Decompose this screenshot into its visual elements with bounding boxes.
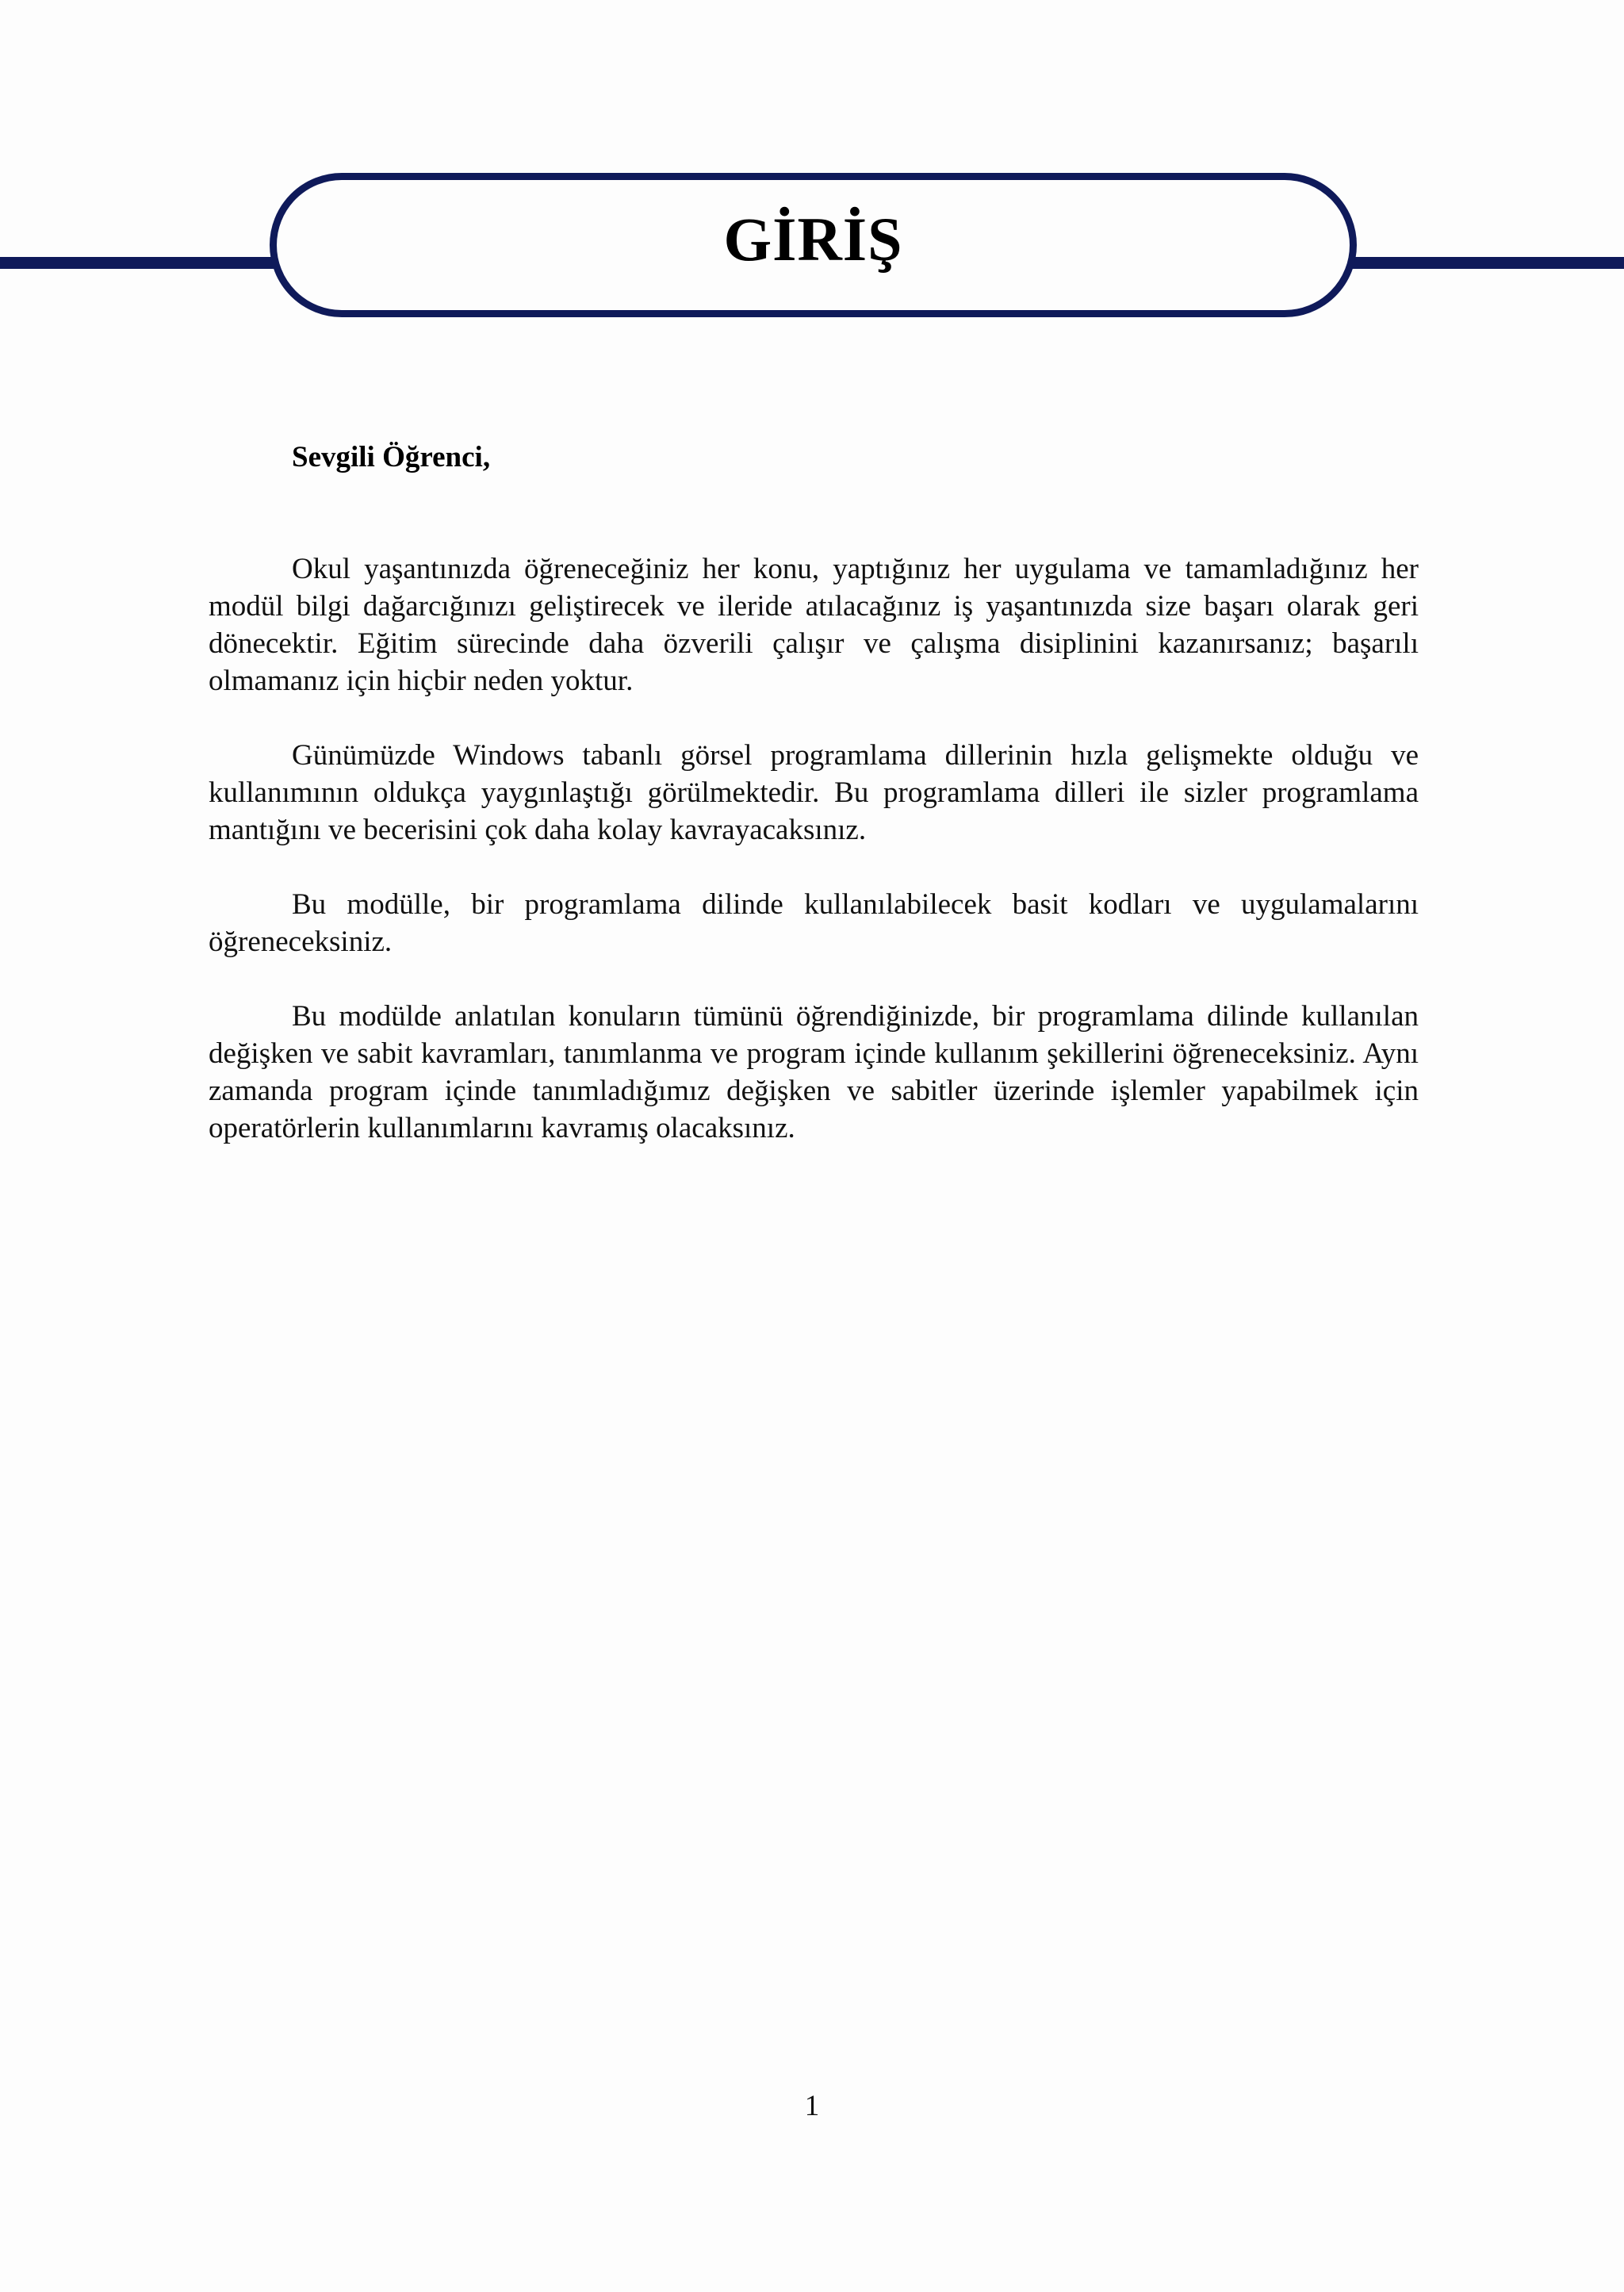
- title-frame: [270, 173, 1357, 317]
- paragraph: Bu modülde anlatılan konuların tümünü öğrendiğinizde, bir programlama dilinde kullanılan değişken ve sabit kavramları, tanımlanma ve program içinde kullanım şekillerini öğreneceksiniz. Aynı zamanda program içinde tanımladığımız değişken ve sabitler üzerinde işlemler yapabilmek için operatörlerin kullanımlarını kavramış olacaksınız.: [209, 1000, 1419, 1144]
- greeting: Sevgili Öğrenci,: [292, 441, 491, 473]
- paragraph: Bu modülle, bir programlama dilinde kullanılabilecek basit kodları ve uygulamalarını öğreneceksiniz.: [209, 888, 1419, 958]
- page-title: GİRİŞ: [723, 205, 903, 274]
- paragraph: Günümüzde Windows tabanlı görsel programlama dillerinin hızla gelişmekte olduğu ve kullanımının oldukça yaygınlaştığı görülmektedir. Bu programlama dilleri ile sizler programlama mantığını ve becerisini çok daha kolay kavrayacaksınız.: [209, 739, 1419, 846]
- body-text: [209, 550, 1419, 1184]
- paragraph: Okul yaşantınızda öğreneceğiniz her konu, yaptığınız her uygulama ve tamamladığınız her modül bilgi dağarcığınızı geliştirecek ve ileride atılacağınız iş yaşantınızda size başarı olarak geri dönecektir. Eğitim sürecinde daha özverili çalışır ve çalışma disiplinini kazanırsanız; başarılı olmamanız için hiçbir neden yoktur.: [209, 553, 1419, 697]
- page-number: 1: [804, 2090, 820, 2122]
